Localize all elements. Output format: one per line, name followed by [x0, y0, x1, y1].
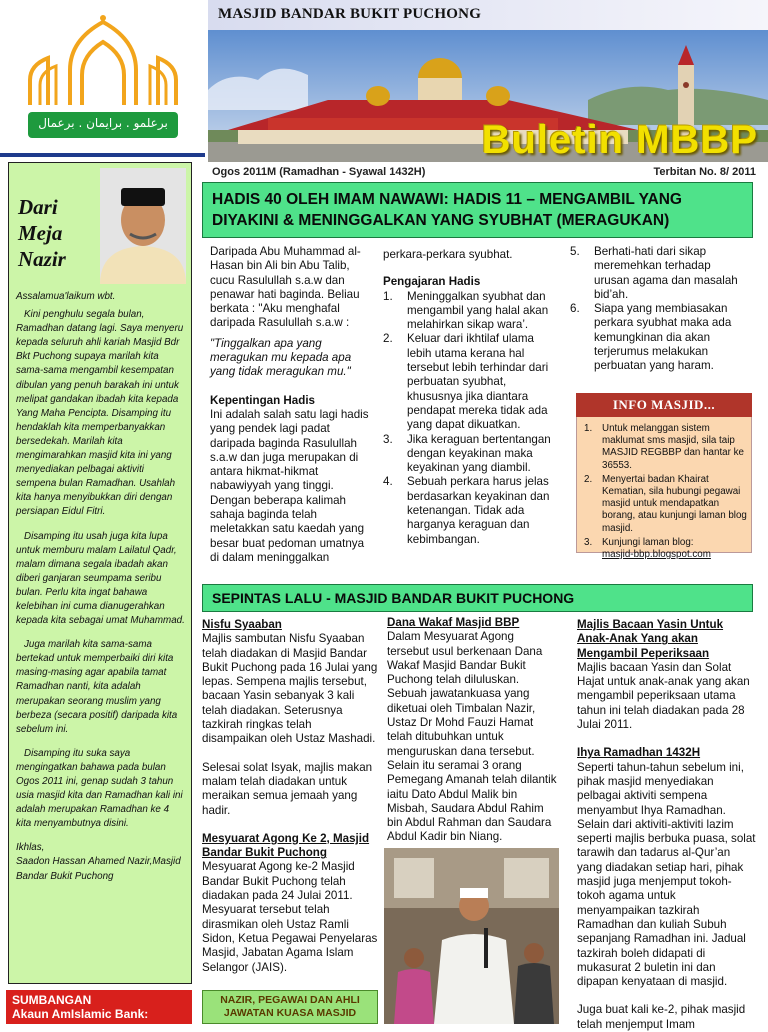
pengajaran-list-cont — [570, 245, 748, 374]
hadis-continued: perkara-perkara syubhat. — [383, 248, 513, 261]
letter-signature: Saadon Hassan Ahamed Nazir,Masjid Bandar Bukit Puchong — [16, 856, 181, 882]
sepintas-column-2 — [387, 616, 557, 845]
list-item: 1. Meninggalkan syubhat dan mengambil yang halal akan melahirkan sikap wara’. — [383, 289, 549, 332]
sidebar-letter — [16, 290, 186, 888]
sepintas-column-1 — [202, 618, 378, 975]
blog-link[interactable]: masjid-bbp.blogspot.com — [602, 549, 711, 561]
list-item: 3. Jika keraguan bertentangan dengan keyakinan maka keyakinan yang diambil. — [383, 432, 551, 475]
nazir-portrait — [100, 168, 186, 284]
info-masjid-heading: INFO MASJID... — [576, 393, 752, 417]
bulletin-title: Buletin MBBP — [481, 118, 758, 162]
letter-paragraph: Juga marilah kita sama-sama bertekad untuk memperbaiki diri kita masing-masing agar apabila tamat Ramadhan nanti, kita adalah merupakan seorang muslim yang berbeza (secara positif) daripada kita sebelum ini. — [16, 639, 178, 735]
ihya-text: Seperti tahun-tahun sebelum ini, pihak masjid menyediakan pelbagai aktiviti sempena menyambut Ihya Ramadhan. Selain dari aktiviti-aktiviti lazim seperti majlis berbuka puasa, solat tarawih dan tadarus al-Qur’an yang diadakan setiap hari, pihak masjid juga menjemput tokoh-tokoh agama untuk menyampaikan tazkirah Ramadhan dan kuliah Subuh sepanjang Ramadhan ini. Jadual tazkirah boleh didapati di mukasurat 2 buletin ini dan dipapan kenyataan di masjid. — [577, 760, 756, 989]
list-item: 4. Sebuah perkara harus jelas berdasarkan keyakinan dan ketenangan. Tidak ada harganya keraguan dan kebimbangan. — [383, 475, 550, 546]
list-item: 5. Berhati-hati dari sikap meremehkan terhadap urusan agama dan masalah bid’ah. — [570, 245, 738, 301]
yasin-text: Majlis bacaan Yasin dan Solat Hajat untuk anak-anak yang akan mengambil peperiksaan utama tahun ini telah diadakan pada 28 Julai 2011. — [577, 660, 750, 732]
greeting: Assalamua'laikum wbt. — [16, 291, 116, 302]
sidebar-heading: Dari Meja Nazir — [18, 195, 66, 271]
org-name: MASJID BANDAR BUKIT PUCHONG — [218, 6, 482, 22]
info-list — [584, 423, 750, 563]
list-item: 6. Siapa yang membiasakan perkara syubhat maka ada kemungkinan dia akan terjerumus melakukan perbuatan yang haram. — [570, 302, 732, 373]
issue-number: Terbitan No. 8/ 2011 — [653, 166, 756, 178]
sepintas-column-3 — [577, 618, 757, 1032]
hadis-column-1 — [210, 245, 374, 565]
letter-paragraph: Disamping itu suka saya mengingatkan bahawa pada bulan Ogos 2011 ini, genap sudah 3 tahun usia masjid kita dan Ramadhan kali ini adalah merupakan Ramadhan ke 4 kita menyambutnya disini. — [16, 747, 183, 830]
list-item: 3. Kunjungi laman blog: masjid-bbp.blogspot.com — [584, 536, 711, 561]
kepentingan-title: Kepentingan Hadis — [210, 393, 316, 407]
sumbangan-title: SUMBANGAN — [12, 993, 92, 1007]
letter-paragraph: Disamping itu usah juga kita lupa untuk memburu malam Lailatul Qadr, malam dimana segala ibadah akan diberi ganjaran seumpama seribu bulan. Perlu kita ingat bahawa kelebihan ini cuma dianugerahkan kepada kita sebagai umat Muhammad. — [16, 530, 185, 627]
wakaf-text: Dalam Mesyuarat Agong tersebut usul berkenaan Dana Wakaf Masjid Bandar Bukit Puchong telah diluluskan. Sebuah jawatankuasa yang diketuai oleh Timbalan Nazir, Ustaz Dr Mohd Fauzi Hamat telah ditubuhkan untuk menguruskan dana tersebut. Selain itu seramai 3 orang Pemegang Amanah telah dilantik iaitu Dato Abdul Malik bin Misbah, Saudara Abdul Rahim bin Abdul Rahman dan Saudara Abdul Kadir bin Niang. — [387, 630, 557, 844]
kepentingan-text: Ini adalah salah satu lagi hadis yang pendek lagi padat daripada baginda Rasulullah s.a.w dan juga merupakan di antara hikmat-hikmat nabawiyyah yang tinggi. Dengan beberapa kalimah sahaja baginda telah meletakkan satu kaedah yang besar buat pedoman umatnya di dalam meninggalkan — [210, 407, 369, 564]
header-rule — [0, 153, 205, 157]
hadis-intro: Daripada Abu Muhammad al-Hasan bin Ali bin Abu Talib, cucu Rasulullah s.a.w dan penawar hati baginda. Beliau berkata : "Aku menghafal daripada Rasulullah s.a.w : — [210, 245, 361, 330]
nisfu-title: Nisfu Syaaban — [202, 618, 282, 631]
mosque-logo — [0, 0, 205, 150]
nisfu-text: Majlis sambutan Nisfu Syaaban telah diadakan di Masjid Bandar Bukit Puchong pada 16 Julai yang lepas. Sempena majlis tersebut, bacaan Yasin sebanyak 3 kali telah diadakan. Seterusnya tazkirah ringkas telah disampaikan oleh Ustaz Mashadi. — [202, 632, 378, 746]
pengajaran-title: Pengajaran Hadis — [383, 275, 481, 289]
list-item: 1. Untuk melanggan sistem maklumat sms masjid, sila taip MASJID REGBBP dan hantar ke 36553. — [584, 423, 744, 471]
sumbangan-box — [6, 990, 192, 1024]
sepintas-heading: SEPINTAS LALU - MASJID BANDAR BUKIT PUCHONG — [202, 584, 753, 612]
letter-paragraph: Kini penghulu segala bulan, Ramadhan datang lagi. Saya menyeru kepada seluruh ahli kariah Masjid Bdr Bkt Puchong supaya marilah kita sama-sama mengambil kesempatan dibulan yang penuh barakah ini untuk melipat gandakan ibadah kita kepada Yang Maha Pencipta. Disamping itu hendaklah kita memperbanyakkan bersedekah. Marilah kita mengimarahkan masjid kita ini yang menyediakan pelbagai aktiviti sempena bulan Ramadhan. Usahlah kita hanya menyibukkan diri dengan persiapan Eidul Fitri. — [16, 309, 184, 518]
ihya-text-2: Juga buat kali ke-2, pihak masjid telah menjemput Imam — [577, 1003, 746, 1031]
ihya-title: Ihya Ramadhan 1432H — [577, 746, 701, 760]
sumbangan-account: Akaun AmIslamic Bank: — [12, 1007, 149, 1021]
list-item: 2. Keluar dari ikhtilaf ulama lebih utama kerana hal tersebut lebih terhindar dari perbuatan syubhat, khususnya jika diantara pendapat mereka tidak ada yang dapat dikuatkan. — [383, 332, 549, 432]
logo-motto: برعلمو . برايمان . برعمال — [38, 116, 168, 130]
hadis-column-2 — [383, 248, 557, 547]
nazir-pegawai-box: NAZIR, PEGAWAI DAN AHLI JAWATAN KUASA MASJID — [202, 990, 378, 1024]
mesyuarat-text: Mesyuarat Agong ke-2 Masjid Bandar Bukit Puchong telah diadakan pada 24 Julai 2011. Mesyuarat tersebut telah dirasmikan oleh Ustaz Ramli Sidon, Ketua Pegawai Penyelaras Masjid, Jabatan Agama Islam Selangor (JAIS). — [202, 860, 378, 974]
hadis-quote: "Tinggalkan apa yang meragukan mu kepada apa yang tidak meragukan mu." — [210, 336, 352, 379]
hadis-quote-text: Tinggalkan apa yang meragukan mu kepada apa yang tidak meragukan mu. — [210, 336, 352, 379]
wakaf-title: Dana Wakaf Masjid BBP — [387, 616, 520, 629]
list-item: 2. Menyertai badan Khairat Kematian, sila hubungi pegawai masjid untuk mendapatkan borang, atau kunjungi laman blog masjid. — [584, 473, 747, 534]
event-photo — [384, 848, 559, 1024]
issue-date: Ogos 2011M (Ramadhan - Syawal 1432H) — [212, 166, 426, 178]
hadis-column-3 — [570, 245, 748, 374]
mesyuarat-title: Mesyuarat Agong Ke 2, Masjid Bandar Bukit Puchong — [202, 831, 370, 860]
hadis-heading: HADIS 40 OLEH IMAM NAWAWI: HADIS 11 – MENGAMBIL YANG DIYAKINI & MENINGGALKAN YANG SYUBHAT (MERAGUKAN) — [202, 182, 753, 238]
yasin-title: Majlis Bacaan Yasin Untuk Anak-Anak Yang akan Mengambil Peperiksaan — [577, 618, 724, 660]
letter-signoff: Ikhlas, — [16, 842, 45, 854]
pengajaran-list — [383, 290, 557, 547]
nisfu-text-2: Selesai solat Isyak, majlis makan malam telah diadakan untuk meraikan semua jemaah yang hadir. — [202, 760, 373, 817]
